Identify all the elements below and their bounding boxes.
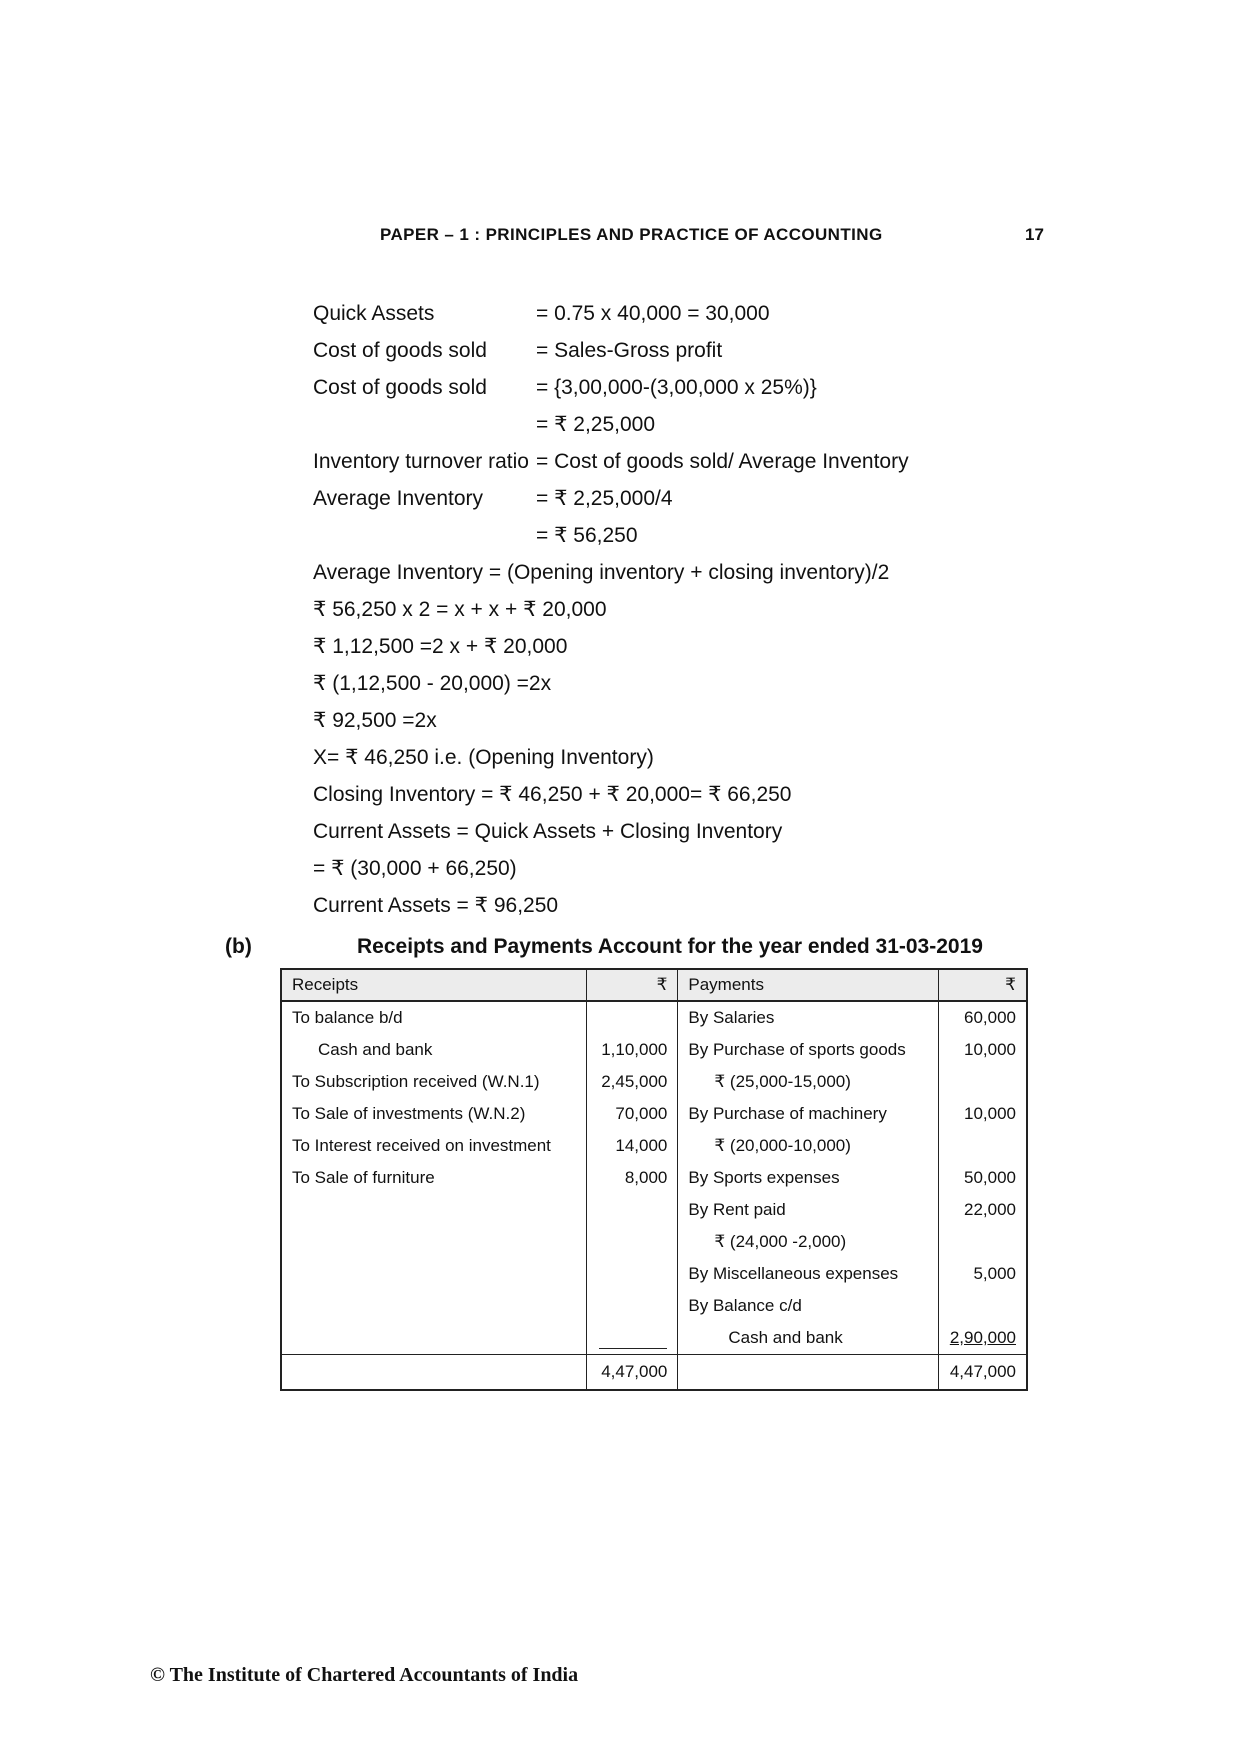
header-payments: Payments bbox=[678, 969, 939, 1001]
receipt-amount bbox=[586, 1322, 678, 1355]
receipt-amount: 70,000 bbox=[586, 1098, 678, 1130]
calc-value: = Sales-Gross profit bbox=[536, 339, 723, 362]
table-row bbox=[281, 1226, 1027, 1258]
payment-amount: 50,000 bbox=[939, 1162, 1027, 1194]
calc-row bbox=[313, 448, 909, 485]
table-row bbox=[281, 1098, 1027, 1130]
payments-total: 4,47,000 bbox=[939, 1355, 1027, 1391]
calc-line: Current Assets = ₹ 96,250 bbox=[313, 894, 559, 917]
calc-row bbox=[313, 300, 889, 337]
payment-item: By Sports expenses bbox=[678, 1162, 939, 1194]
receipt-item: To Interest received on investment bbox=[281, 1130, 586, 1162]
calc-value: = ₹ 2,25,000 bbox=[536, 413, 656, 436]
page-header-title: PAPER – 1 : PRINCIPLES AND PRACTICE OF ACCOUNTING bbox=[380, 225, 883, 244]
receipt-item: Cash and bank bbox=[281, 1034, 586, 1066]
receipt-amount: 2,45,000 bbox=[586, 1066, 678, 1098]
payment-total-label bbox=[678, 1355, 939, 1391]
table-row bbox=[281, 1258, 1027, 1290]
payment-amount bbox=[939, 1322, 1027, 1355]
calc-line: ₹ 92,500 =2x bbox=[313, 709, 437, 732]
receipt-item: To balance b/d bbox=[281, 1001, 586, 1034]
receipt-total-label bbox=[281, 1355, 586, 1391]
closing-balance-amount: 2,90,000 bbox=[949, 1328, 1016, 1347]
calc-label: Cost of goods sold bbox=[313, 376, 487, 399]
receipt-item bbox=[281, 1194, 586, 1226]
calc-label: Average Inventory bbox=[313, 487, 484, 510]
account-title: Receipts and Payments Account for the year ended 31-03-2019 bbox=[357, 935, 983, 958]
calc-label: Cost of goods sold bbox=[313, 339, 487, 362]
receipt-amount bbox=[586, 1194, 678, 1226]
receipt-amount: 1,10,000 bbox=[586, 1034, 678, 1066]
receipt-amount bbox=[586, 1290, 678, 1322]
receipt-item: To Sale of investments (W.N.2) bbox=[281, 1098, 586, 1130]
table-row bbox=[281, 1322, 1027, 1355]
table-header-row bbox=[281, 969, 1027, 1001]
footer-copyright: © The Institute of Chartered Accountants of India bbox=[150, 1664, 579, 1686]
calc-value: = 0.75 x 40,000 = 30,000 bbox=[536, 302, 770, 325]
payment-amount bbox=[939, 1066, 1027, 1098]
payment-item: By Balance c/d bbox=[678, 1290, 939, 1322]
table-row bbox=[281, 1290, 1027, 1322]
table-row bbox=[281, 1162, 1027, 1194]
payment-item: By Salaries bbox=[678, 1001, 939, 1034]
payment-amount: 10,000 bbox=[939, 1098, 1027, 1130]
calc-row bbox=[313, 411, 889, 448]
calc-value: = Cost of goods sold/ Average Inventory bbox=[536, 450, 909, 473]
calc-value: = {3,00,000-(3,00,000 x 25%)} bbox=[536, 376, 817, 399]
receipt-item bbox=[281, 1226, 586, 1258]
calc-line: Average Inventory = (Opening inventory + closing inventory)/2 bbox=[313, 561, 890, 584]
payment-amount bbox=[939, 1226, 1027, 1258]
page-number: 17 bbox=[1025, 225, 1044, 244]
calc-line: ₹ 56,250 x 2 = x + x + ₹ 20,000 bbox=[313, 598, 607, 621]
calc-row bbox=[313, 522, 889, 559]
calc-line: = ₹ (30,000 + 66,250) bbox=[313, 857, 517, 880]
calc-label: Inventory turnover ratio bbox=[313, 450, 529, 473]
payment-item: By Rent paid bbox=[678, 1194, 939, 1226]
calc-value: = ₹ 56,250 bbox=[536, 524, 638, 547]
table-row bbox=[281, 1034, 1027, 1066]
payment-item: ₹ (24,000 -2,000) bbox=[678, 1226, 939, 1258]
receipts-payments-table bbox=[280, 968, 1028, 1391]
payment-item: ₹ (20,000-10,000) bbox=[678, 1130, 939, 1162]
receipt-amount bbox=[586, 1001, 678, 1034]
header-payments-amount: ₹ bbox=[939, 969, 1027, 1001]
receipt-item: To Sale of furniture bbox=[281, 1162, 586, 1194]
payment-item: By Purchase of machinery bbox=[678, 1098, 939, 1130]
receipt-amount bbox=[586, 1226, 678, 1258]
receipt-item bbox=[281, 1322, 586, 1355]
payment-item: ₹ (25,000-15,000) bbox=[678, 1066, 939, 1098]
calc-line: ₹ (1,12,500 - 20,000) =2x bbox=[313, 672, 552, 695]
receipt-amount: 14,000 bbox=[586, 1130, 678, 1162]
table-row bbox=[281, 1194, 1027, 1226]
payment-amount bbox=[939, 1290, 1027, 1322]
header-receipts: Receipts bbox=[281, 969, 586, 1001]
calc-line: Current Assets = Quick Assets + Closing Inventory bbox=[313, 820, 783, 843]
table-row bbox=[281, 1130, 1027, 1162]
payment-amount: 60,000 bbox=[939, 1001, 1027, 1034]
subtotal-rule bbox=[599, 1328, 667, 1349]
payment-item: By Miscellaneous expenses bbox=[678, 1258, 939, 1290]
calc-label: Quick Assets bbox=[313, 302, 435, 325]
calc-line: ₹ 1,12,500 =2 x + ₹ 20,000 bbox=[313, 635, 568, 658]
receipt-amount: 8,000 bbox=[586, 1162, 678, 1194]
payment-amount: 5,000 bbox=[939, 1258, 1027, 1290]
payment-item: By Purchase of sports goods bbox=[678, 1034, 939, 1066]
receipt-amount bbox=[586, 1258, 678, 1290]
receipt-item bbox=[281, 1258, 586, 1290]
table-row bbox=[281, 1001, 1027, 1034]
payment-amount: 22,000 bbox=[939, 1194, 1027, 1226]
receipt-item: To Subscription received (W.N.1) bbox=[281, 1066, 586, 1098]
calc-row bbox=[313, 485, 889, 522]
receipt-item bbox=[281, 1290, 586, 1322]
table-row bbox=[281, 1066, 1027, 1098]
calc-line: Closing Inventory = ₹ 46,250 + ₹ 20,000= ₹ 66,250 bbox=[313, 783, 792, 806]
payment-amount: 10,000 bbox=[939, 1034, 1027, 1066]
calculation-section bbox=[313, 300, 909, 929]
part-label: (b) bbox=[225, 935, 252, 958]
header-receipts-amount: ₹ bbox=[586, 969, 678, 1001]
payment-item: Cash and bank bbox=[678, 1322, 939, 1355]
calc-row bbox=[313, 374, 889, 411]
calc-value: = ₹ 2,25,000/4 bbox=[536, 487, 673, 510]
receipts-total: 4,47,000 bbox=[586, 1355, 678, 1391]
calc-row bbox=[313, 337, 889, 374]
totals-row bbox=[281, 1355, 1027, 1391]
calc-line: X= ₹ 46,250 i.e. (Opening Inventory) bbox=[313, 746, 654, 769]
payment-amount bbox=[939, 1130, 1027, 1162]
